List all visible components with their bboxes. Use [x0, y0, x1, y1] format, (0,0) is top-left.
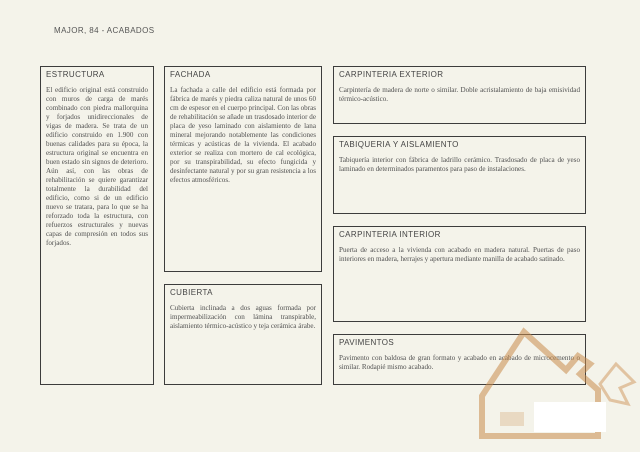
section-text: Puerta de acceso a la vivienda con acabado en madera natural. Puertas de paso interiores en madera, herrajes y apertura mediante manilla de acabado satinado.: [339, 246, 580, 263]
section-carpinteria-interior: [333, 226, 586, 322]
section-title: ESTRUCTURA: [46, 70, 105, 79]
section-text: La fachada a calle del edificio está formada por fábrica de marés y piedra caliza natural de unos 60 cm de espesor en el cuerpo principal. Con las obras de rehabilitación se añade un trasdosado interior de placa de yeso laminado con aislamiento de lana mineral mejorando notablemente las condiciones térmicas y acústicas de la vivienda. El acabado exterior se realiza con mortero de cal ecológica, por su transpirabilidad, su efecto fungicida y desinfectante natural y por su gran resistencia a los efectos atmosféricos.: [170, 86, 316, 184]
section-title: CARPINTERIA EXTERIOR: [339, 70, 444, 79]
page-title: MAJOR, 84 - ACABADOS: [54, 26, 155, 35]
section-title: PAVIMENTOS: [339, 338, 395, 347]
section-title: TABIQUERIA Y AISLAMIENTO: [339, 140, 459, 149]
section-carpinteria-exterior: [333, 66, 586, 124]
section-text: Carpintería de madera de norte o similar. Doble acristalamiento de baja emisividad térmico-acústico.: [339, 86, 580, 103]
section-title: FACHADA: [170, 70, 211, 79]
house-logo-icon: [470, 326, 640, 452]
section-text: Tabiquería interior con fábrica de ladrillo cerámico. Trasdosado de placa de yeso laminado en determinados paramentos para paso de instalaciones.: [339, 156, 580, 173]
section-estructura: [40, 66, 154, 385]
section-tabiqueria: [333, 136, 586, 214]
white-patch: [534, 402, 606, 432]
section-fachada: [164, 66, 322, 272]
section-title: CUBIERTA: [170, 288, 213, 297]
section-text: El edificio original está construido con muros de carga de marés combinado con piedra mallorquina y forjados unidireccionales de vigas de madera. Se trata de un edificio construido en 1.900 con buenas calidades para su época, la estructura original se encuentra en buen estado sin signos de deterioro. Aún así, con las obras de rehabilitación se quiere garantizar totalmente la durabilidad del edificio, como si de un edificio nuevo se tratara, para lo que se ha reforzado toda la estructura, con refuerzos estructurales y nuevas capas de compresión en todos sus forjados.: [46, 86, 148, 247]
section-cubierta: [164, 284, 322, 385]
section-text: Pavimento con baldosa de gran formato y acabado en acabado de microcemento o similar. Rodapié mismo acabado.: [339, 354, 580, 371]
section-title: CARPINTERIA INTERIOR: [339, 230, 441, 239]
section-text: Cubierta inclinada a dos aguas formada por impermeabilización con lámina transpirable, aislamiento térmico-acústico y teja cerámica árabe.: [170, 304, 316, 330]
